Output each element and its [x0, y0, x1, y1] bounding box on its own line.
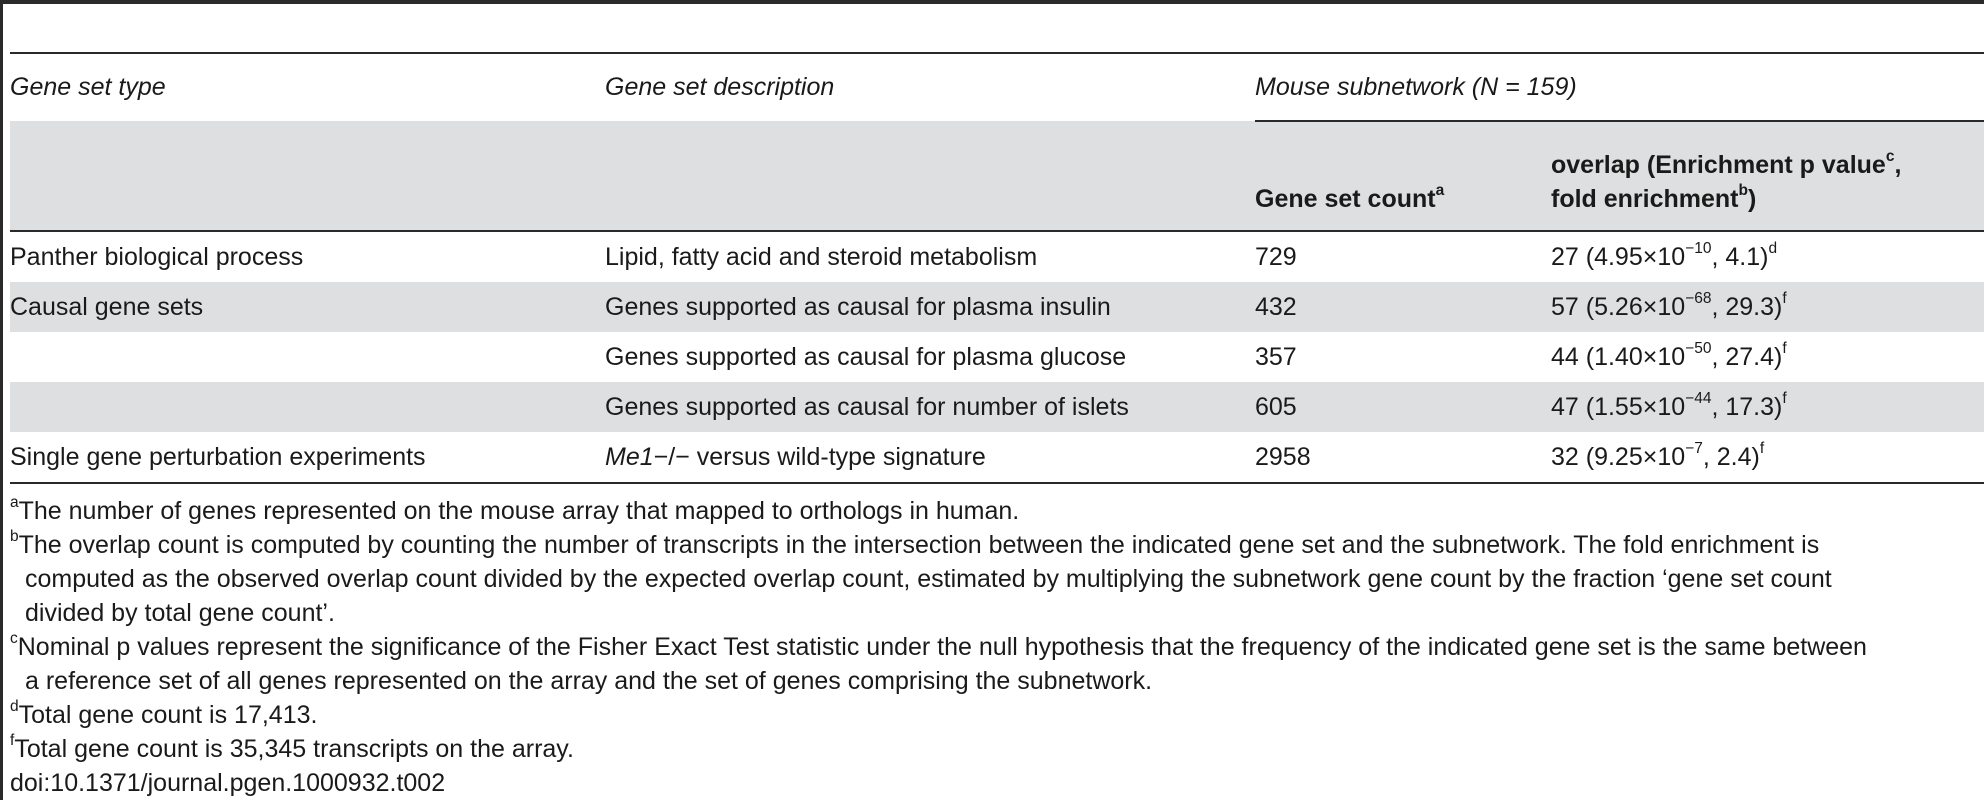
cell-overlap	[1551, 231, 1984, 282]
cell-type: Panther biological process	[10, 242, 304, 271]
overlap-footnote-mark: f	[1782, 339, 1787, 357]
footnote-text-cont: divided by total gene count’.	[25, 599, 335, 627]
header-row-2	[10, 121, 1984, 231]
cell-type	[10, 332, 605, 382]
cell-description: Genes supported as causal for number of islets	[605, 382, 1255, 432]
footnote-d	[10, 698, 1984, 732]
header-gene-set-type: Gene set type	[10, 73, 166, 101]
table-row	[10, 282, 1984, 332]
cell-description: Lipid, fatty acid and steroid metabolism	[605, 242, 1038, 271]
overlap-rest: , 29.3)	[1711, 292, 1783, 321]
overlap-footnote-mark: f	[1782, 389, 1787, 407]
table-row	[10, 332, 1984, 382]
overlap-rest: , 17.3)	[1711, 392, 1783, 421]
footnote-b	[10, 528, 1984, 630]
footnote-a	[10, 494, 1984, 528]
overlap-exponent: −50	[1685, 339, 1712, 357]
footnote-text-cont: a reference set of all genes represented on the array and the set of genes comprising the subnetwork.	[25, 667, 1153, 695]
header-gene-set-count	[1255, 121, 1551, 231]
cell-overlap	[1551, 332, 1984, 382]
header-gene-set-count-label: Gene set count	[1255, 185, 1436, 213]
footnote-text: The overlap count is computed by counting the number of transcripts in the intersection between the indicated gene set and the subnetwork. The fold enrichment is	[18, 531, 1820, 559]
cell-count: 729	[1255, 242, 1297, 271]
header-overlap	[1551, 121, 1984, 231]
doi-link[interactable]: doi:10.1371/journal.pgen.1000932.t002	[10, 769, 446, 797]
footnote-text: Total gene count is 17,413.	[18, 701, 318, 729]
footnote-text-cont: computed as the observed overlap count divided by the expected overlap count, estimated by multiplying the subnetwork gene count by the fraction ‘gene set count	[25, 565, 1832, 593]
cell-description: Genes supported as causal for plasma insulin	[605, 282, 1255, 332]
top-border	[0, 0, 1984, 4]
gene-set-table	[10, 52, 1984, 484]
cell-description	[605, 432, 1255, 483]
description-rest: −/− versus wild-type signature	[653, 442, 986, 471]
header-overlap-line1-end: ,	[1894, 151, 1902, 179]
overlap-main: 47 (1.55×10	[1551, 392, 1686, 421]
footnote-mark: b	[10, 528, 19, 546]
footnote-text: Total gene count is 35,345 transcripts on the array.	[14, 735, 574, 763]
header-overlap-line1: overlap (Enrichment p value	[1551, 151, 1886, 179]
header-overlap-line2-sup: b	[1738, 182, 1748, 200]
footnote-text: The number of genes represented on the mouse array that mapped to orthologs in human.	[18, 497, 1020, 525]
footnote-mark: a	[10, 494, 19, 512]
header-overlap-line2: fold enrichment	[1551, 185, 1739, 213]
header-mouse-subnetwork: Mouse subnetwork (N = 159)	[1255, 72, 1577, 101]
cell-overlap	[1551, 432, 1984, 483]
header-blank-2	[605, 121, 1255, 231]
header-gene-set-count-sup: a	[1435, 182, 1445, 200]
cell-type: Single gene perturbation experiments	[10, 442, 426, 471]
footnote-mark: f	[10, 732, 15, 750]
cell-description: Genes supported as causal for plasma glucose	[605, 342, 1127, 371]
cell-type: Causal gene sets	[10, 282, 605, 332]
header-row-1	[10, 53, 1984, 121]
overlap-exponent: −44	[1685, 389, 1712, 407]
left-border	[0, 0, 3, 800]
table-row	[10, 432, 1984, 483]
table-row	[10, 231, 1984, 282]
cell-overlap	[1551, 282, 1984, 332]
cell-count: 432	[1255, 282, 1551, 332]
cell-count: 605	[1255, 382, 1551, 432]
overlap-rest: , 2.4)	[1702, 442, 1760, 471]
overlap-main: 44 (1.40×10	[1551, 342, 1686, 371]
header-blank-1	[10, 121, 605, 231]
header-overlap-line1-sup: c	[1885, 148, 1895, 166]
header-gene-set-description: Gene set description	[605, 73, 835, 101]
header-overlap-line2-end: )	[1747, 185, 1757, 213]
footnote-f	[10, 732, 1984, 766]
footnote-mark: d	[10, 698, 19, 716]
cell-type	[10, 382, 605, 432]
cell-count: 2958	[1255, 442, 1311, 471]
overlap-exponent: −68	[1685, 289, 1712, 307]
overlap-footnote-mark: f	[1759, 439, 1765, 457]
table-row	[10, 382, 1984, 432]
cell-overlap	[1551, 382, 1984, 432]
overlap-exponent: −10	[1685, 239, 1712, 257]
footnote-text: Nominal p values represent the significance of the Fisher Exact Test statistic under the null hypothesis that the frequency of the indicated gene set is the same between	[17, 633, 1867, 661]
overlap-main: 32 (9.25×10	[1551, 442, 1686, 471]
overlap-rest: , 27.4)	[1711, 342, 1783, 371]
overlap-footnote-mark: f	[1782, 289, 1787, 307]
footnote-c	[10, 630, 1984, 698]
gene-set-table-wrap	[10, 52, 1984, 484]
overlap-footnote-mark: d	[1768, 239, 1778, 257]
footnote-mark: c	[10, 630, 18, 648]
overlap-rest: , 4.1)	[1711, 242, 1769, 271]
overlap-exponent: −7	[1685, 439, 1703, 457]
overlap-main: 27 (4.95×10	[1551, 242, 1686, 271]
gene-name-italic: Me1	[605, 442, 654, 471]
cell-count: 357	[1255, 342, 1297, 371]
footnotes	[10, 494, 1984, 800]
overlap-main: 57 (5.26×10	[1551, 292, 1686, 321]
